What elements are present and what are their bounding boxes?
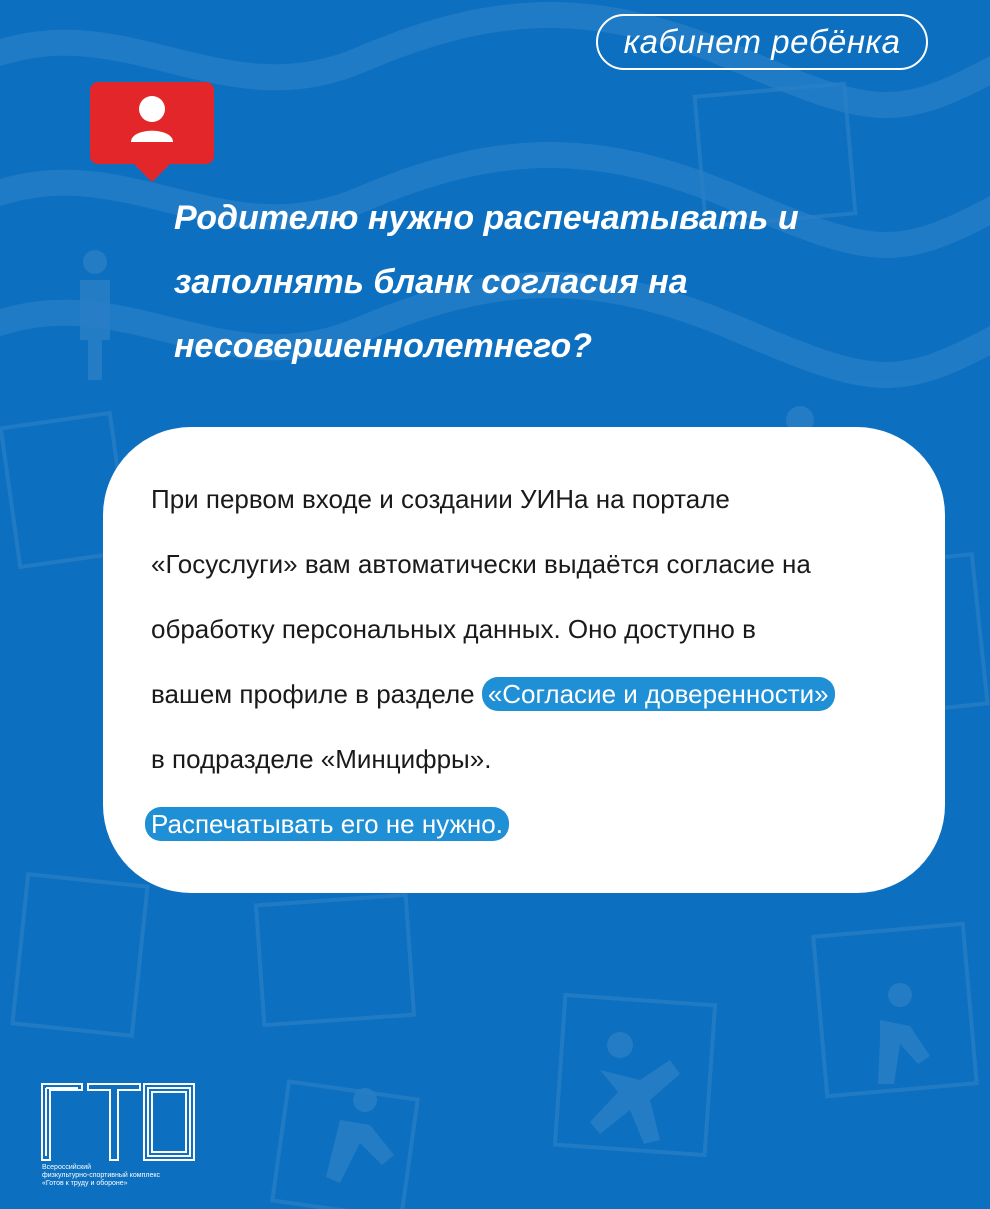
user-profile-icon xyxy=(90,82,214,184)
consents-section-highlight: «Согласие и доверенности» xyxy=(482,677,835,711)
answer-line: При первом входе и создании УИНа на портале xyxy=(151,484,730,514)
conclusion-highlight: Распечатывать его не нужно. xyxy=(145,807,509,841)
question-heading: Родителю нужно распечатывать и заполнять бланк согласия на несовершеннолетнего? xyxy=(174,199,799,365)
gto-caption xyxy=(42,1164,212,1188)
section-label: кабинет ребёнка xyxy=(596,14,928,70)
gto-caption-line: физкультурно-спортивный комплекс xyxy=(42,1172,161,1179)
gto-caption-line: «Готов к труду и обороне» xyxy=(42,1180,128,1187)
gto-caption-line: Всероссийский xyxy=(42,1164,92,1171)
answer-line: обработку персональных данных. Оно доступно в xyxy=(151,614,756,644)
answer-line-prefix: вашем профиле в разделе xyxy=(151,679,475,709)
answer-line xyxy=(151,662,911,727)
answer-card xyxy=(103,427,945,893)
answer-line: в подразделе «Минцифры». xyxy=(151,744,492,774)
answer-conclusion-line xyxy=(151,792,911,857)
answer-line: «Госуслуги» вам автоматически выдаётся согласие на xyxy=(151,549,811,579)
answer-text xyxy=(151,467,911,857)
